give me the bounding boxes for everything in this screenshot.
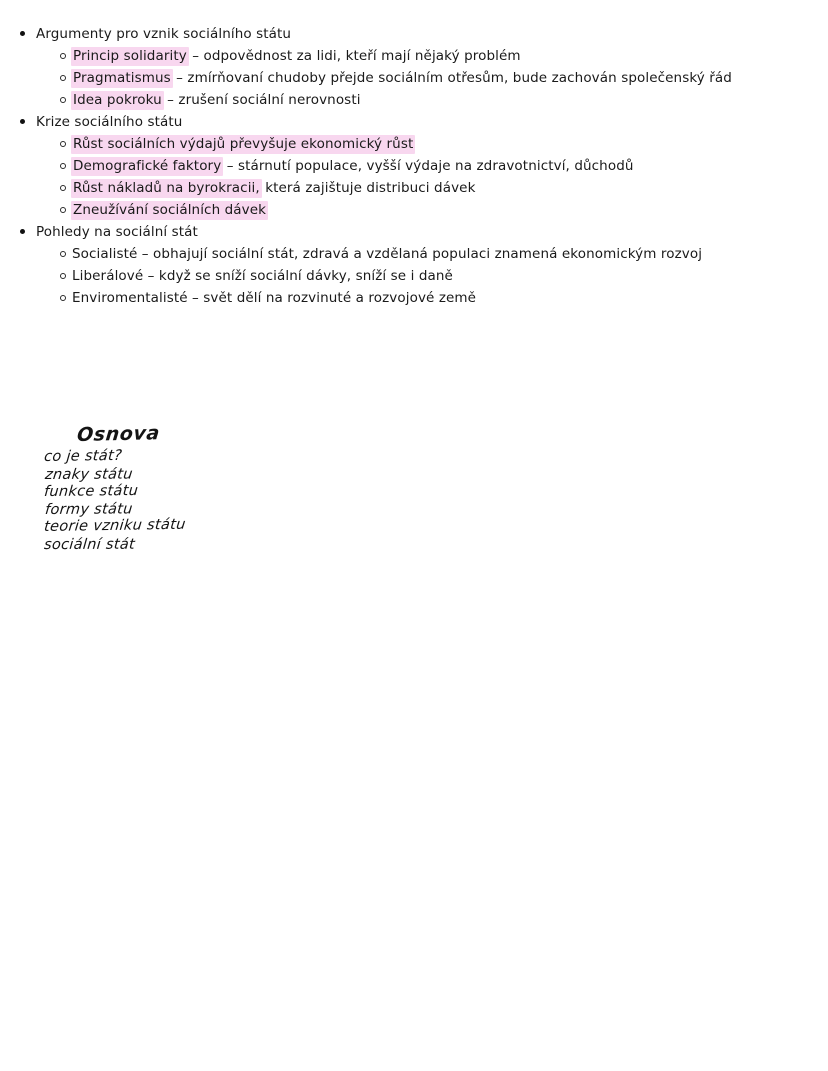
- outline-level1-label: Argumenty pro vznik sociálního státu: [36, 26, 292, 42]
- outline-level2-item: [0, 177, 828, 199]
- highlighted-term: Růst sociálních výdajů převyšuje ekonomický růst: [73, 136, 414, 152]
- handwritten-note: [44, 424, 284, 554]
- bullet-circle-icon: [60, 185, 66, 191]
- outline-level2-item: [0, 67, 828, 89]
- outline-level1-item: [0, 221, 828, 243]
- highlighted-term: Princip solidarity: [73, 48, 187, 64]
- outline-level2-item: [0, 133, 828, 155]
- outline-section: [0, 221, 828, 309]
- outline-level2-label: [72, 199, 267, 221]
- outline-level2-item: [0, 199, 828, 221]
- outline-level1-item: [0, 23, 828, 45]
- highlighted-term: Idea pokroku: [73, 92, 162, 108]
- outline-level2-label: [72, 133, 414, 155]
- outline-level2-label: [72, 45, 521, 67]
- bullet-circle-icon: [60, 97, 66, 103]
- highlighted-term: Pragmatismus: [73, 70, 171, 86]
- outline-section: [0, 23, 828, 111]
- outline-level2-item: [0, 155, 828, 177]
- highlighted-term: Demografické faktory: [73, 158, 222, 174]
- outline-level2-item: [0, 243, 828, 265]
- handwritten-note-line: znaky státu: [44, 466, 134, 483]
- handwritten-note-line: funkce státu: [43, 483, 139, 500]
- outline-level2-rest: – stárnutí populace, vyšší výdaje na zdravotnictví, důchodů: [222, 158, 634, 174]
- bullet-circle-icon: [60, 163, 66, 169]
- outline-level2-rest: – zmírňovaní chudoby přejde sociálním otřesům, bude zachován společenský řád: [171, 70, 732, 86]
- handwritten-note-line: formy státu: [44, 500, 134, 518]
- bullet-circle-icon: [60, 53, 66, 59]
- handwritten-note-line: teorie vzniku státu: [43, 516, 187, 535]
- bullet-circle-icon: [60, 207, 66, 213]
- outline-level2-label: Enviromentalisté – svět dělí na rozvinuté a rozvojové země: [72, 290, 477, 306]
- outline-level1-label: Krize sociálního státu: [36, 114, 183, 130]
- bullet-circle-icon: [60, 295, 66, 301]
- handwritten-note-line: co je stát?: [43, 447, 123, 465]
- bullet-disc-icon: [20, 229, 25, 234]
- handwritten-note-title: Osnova: [76, 422, 162, 446]
- bullet-circle-icon: [60, 251, 66, 257]
- outline-level2-item: [0, 45, 828, 67]
- outline-level2-label: [72, 67, 732, 89]
- bullet-disc-icon: [20, 119, 25, 124]
- highlighted-term: Zneužívání sociálních dávek: [73, 202, 267, 218]
- outline-level1-item: [0, 111, 828, 133]
- outline-level2-label: [72, 89, 361, 111]
- outline-level2-item: [0, 265, 828, 287]
- outline-list: [0, 23, 828, 309]
- outline-level2-item: [0, 89, 828, 111]
- outline-section: [0, 111, 828, 221]
- bullet-disc-icon: [20, 31, 25, 36]
- outline-level2-label: [72, 155, 634, 177]
- outline-level2-label: [72, 177, 476, 199]
- handwritten-note-line: sociální stát: [43, 536, 136, 553]
- outline-level2-rest: – zrušení sociální nerovnosti: [162, 92, 361, 108]
- outline-level2-label: Socialisté – obhajují sociální stát, zdravá a vzdělaná populaci znamená ekonomickým rozvoj: [72, 246, 703, 262]
- bullet-circle-icon: [60, 273, 66, 279]
- outline-level1-label: Pohledy na sociální stát: [36, 224, 198, 240]
- outline-level2-rest: která zajištuje distribuci dávek: [260, 180, 476, 196]
- handwritten-note-lines: [44, 449, 284, 554]
- outline-level2-item: [0, 287, 828, 309]
- outline-level2-rest: – odpovědnost za lidi, kteří mají nějaký problém: [187, 48, 521, 64]
- bullet-circle-icon: [60, 75, 66, 81]
- highlighted-term: Růst nákladů na byrokracii,: [73, 180, 260, 196]
- bullet-circle-icon: [60, 141, 66, 147]
- outline-level2-label: Liberálové – když se sníží sociální dávky, sníží se i daně: [72, 268, 453, 284]
